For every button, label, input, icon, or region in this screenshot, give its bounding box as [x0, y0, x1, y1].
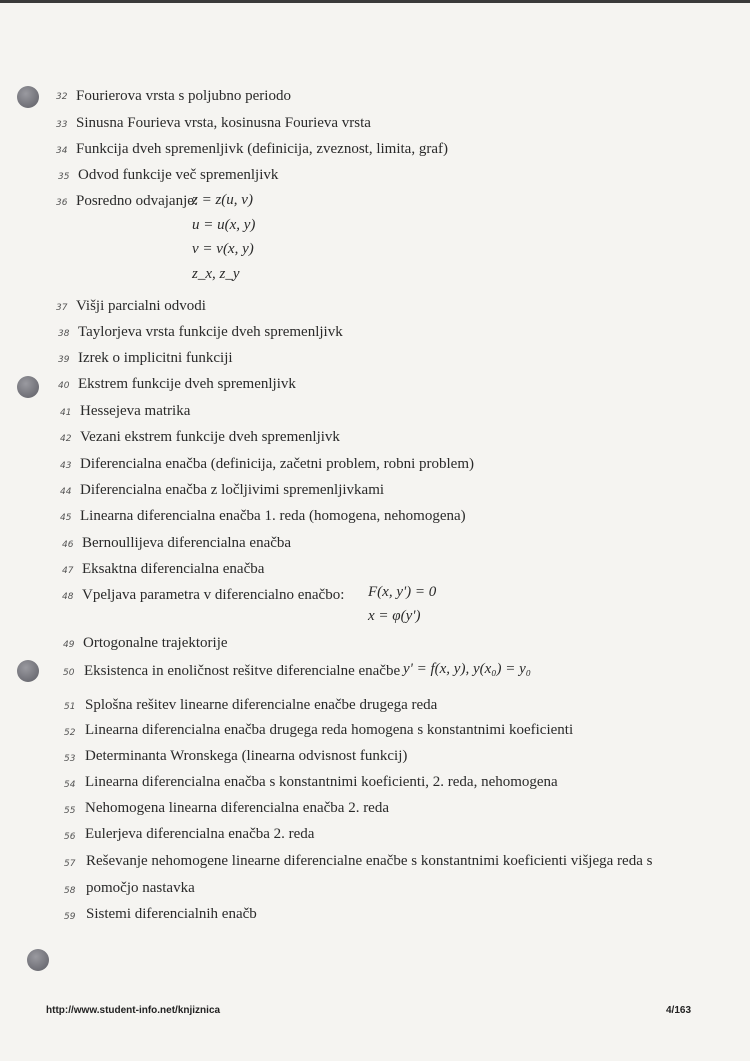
item-number: 50	[63, 668, 75, 678]
punch-hole-icon	[17, 86, 39, 108]
item-number: 35	[58, 172, 70, 182]
list-item: Bernoullijeva diferencialna enačba	[82, 535, 292, 551]
item-number: 56	[64, 832, 76, 842]
item-number: 52	[64, 728, 76, 738]
list-item: Determinanta Wronskega (linearna odvisnost funkcij)	[85, 748, 408, 764]
list-item: Hessejeva matrika	[80, 403, 191, 419]
list-item: Vezani ekstrem funkcije dveh spremenljivk	[80, 429, 340, 445]
list-item: Funkcija dveh spremenljivk (definicija, zveznost, limita, graf)	[76, 141, 448, 157]
item-number: 34	[56, 146, 68, 156]
item-number: 55	[64, 806, 76, 816]
list-item: Eksaktna diferencialna enačba	[82, 561, 265, 577]
item-number: 33	[56, 120, 68, 130]
list-item: Ekstrem funkcije dveh spremenljivk	[78, 376, 296, 392]
item-number: 37	[56, 303, 68, 313]
list-item: Odvod funkcije več spremenljivk	[78, 167, 279, 183]
list-item: Eksistenca in enoličnost rešitve diferencialne enačbe	[84, 663, 401, 679]
footer-url: http://www.student-info.net/knjiznica	[46, 1005, 221, 1016]
item-number: 57	[64, 859, 76, 869]
list-item: Posredno odvajanje:	[76, 193, 199, 209]
top-border	[0, 0, 750, 3]
list-item: Sistemi diferencialnih enačb	[86, 906, 257, 922]
item-number: 59	[64, 912, 76, 922]
list-item: Taylorjeva vrsta funkcije dveh spremenljivk	[78, 324, 343, 340]
item-number: 58	[64, 886, 76, 896]
item-number: 48	[62, 592, 74, 602]
item-number: 46	[62, 540, 74, 550]
list-item: Eulerjeva diferencialna enačba 2. reda	[85, 826, 315, 842]
initial-value-problem: y' = f(x, y), y(x₀) = y₀	[403, 661, 531, 677]
parameter-equation: F(x, y') = 0	[368, 584, 437, 600]
list-item: Ortogonalne trajektorije	[83, 635, 228, 651]
item-number: 44	[60, 487, 72, 497]
parameter-substitution: x = φ(y')	[368, 608, 421, 624]
item-number: 45	[60, 513, 72, 523]
punch-hole-icon	[17, 660, 39, 682]
list-item: Sinusna Fourieva vrsta, kosinusna Fourieva vrsta	[76, 115, 371, 131]
list-item: Reševanje nehomogene linearne diferencialne enačbe s konstantnimi koeficienti višjega reda s	[86, 853, 653, 869]
item-number: 42	[60, 434, 72, 444]
partial-derivatives: z_x, z_y	[192, 266, 240, 282]
punch-hole-icon	[17, 376, 39, 398]
item-number: 51	[64, 702, 76, 712]
list-item: Diferencialna enačba z ločljivimi spremenljivkami	[80, 482, 385, 498]
list-item: Linearna diferencialna enačba 1. reda (homogena, nehomogena)	[80, 508, 466, 524]
item-number: 54	[64, 780, 76, 790]
item-number: 47	[62, 566, 74, 576]
list-item: Diferencialna enačba (definicija, začetni problem, robni problem)	[80, 456, 474, 472]
chain-rule-v: v = v(x, y)	[192, 241, 254, 257]
chain-rule-z: z = z(u, v)	[192, 192, 253, 208]
list-item: Izrek o implicitni funkciji	[78, 350, 233, 366]
list-item: Vpeljava parametra v diferencialno enačbo:	[82, 587, 345, 603]
item-number: 39	[58, 355, 70, 365]
item-number: 41	[60, 408, 72, 418]
punch-hole-icon	[27, 949, 49, 971]
list-item: pomočjo nastavka	[86, 880, 195, 896]
list-item: Nehomogena linearna diferencialna enačba 2. reda	[85, 800, 389, 816]
item-number: 36	[56, 198, 68, 208]
item-number: 38	[58, 329, 70, 339]
item-number: 49	[63, 640, 75, 650]
item-number: 53	[64, 754, 76, 764]
item-number: 32	[56, 92, 68, 102]
list-item: Linearna diferencialna enačba s konstantnimi koeficienti, 2. reda, nehomogena	[85, 774, 558, 790]
list-item: Linearna diferencialna enačba drugega reda homogena s konstantnimi koeficienti	[85, 722, 574, 738]
item-number: 40	[58, 381, 70, 391]
item-number: 43	[60, 461, 72, 471]
page-number: 4/163	[666, 1005, 692, 1016]
list-item: Višji parcialni odvodi	[76, 298, 206, 314]
list-item: Splošna rešitev linearne diferencialne enačbe drugega reda	[85, 697, 438, 713]
chain-rule-u: u = u(x, y)	[192, 217, 256, 233]
list-item: Fourierova vrsta s poljubno periodo	[76, 88, 291, 104]
